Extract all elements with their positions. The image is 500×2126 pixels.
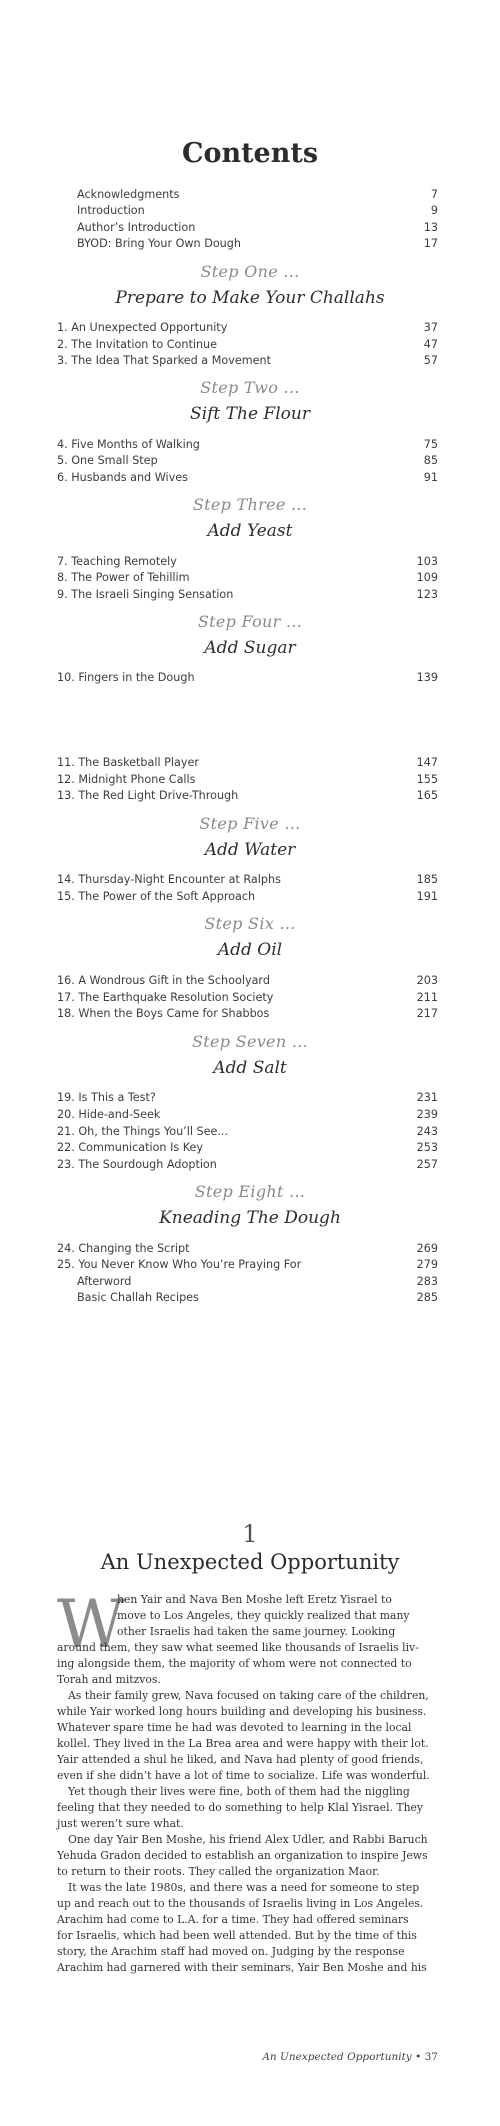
toc-entry-page: 103 (416, 555, 438, 568)
step-title: Add Sugar (204, 638, 296, 658)
toc-entry (77, 1290, 438, 1305)
step-title: Sift The Flour (190, 404, 310, 424)
body-line: while Yair worked long hours building and developing his business. (57, 1705, 427, 1718)
toc-entry-title: Afterword (77, 1275, 132, 1288)
body-line: feeling that they needed to do something to help Klal Yisrael. They (57, 1801, 424, 1814)
step-kicker: Step Six ... (204, 914, 296, 933)
step-kicker: Step One ... (200, 262, 300, 281)
toc-entry-title: 1. An Unexpected Opportunity (57, 321, 228, 334)
body-line: other Israelis had taken the same journey. Looking (117, 1625, 396, 1638)
toc-entry-title: 23. The Sourdough Adoption (57, 1158, 217, 1171)
body-line: ing alongside them, the majority of whom were not connected to (57, 1657, 412, 1670)
toc-entry-title: 12. Midnight Phone Calls (57, 773, 196, 786)
toc-entry-page: 279 (416, 1258, 438, 1271)
toc-entry-page: 91 (423, 471, 438, 484)
toc-entry-title: 11. The Basketball Player (57, 756, 199, 769)
toc-entry-page: 191 (416, 890, 438, 903)
toc-entry (57, 788, 438, 803)
step-kicker: Step Two ... (200, 378, 300, 397)
toc-entry (57, 570, 438, 585)
body-line: up and reach out to the thousands of Israelis living in Los Angeles. (57, 1897, 424, 1910)
toc-entry-title: BYOD: Bring Your Own Dough (77, 237, 241, 250)
toc-entry (77, 220, 438, 235)
toc-entry-title: Acknowledgments (77, 188, 180, 201)
toc-entry (77, 236, 438, 251)
toc-entry-title: 4. Five Months of Walking (57, 438, 200, 451)
toc-entry-title: Introduction (77, 204, 145, 217)
chapter-title: An Unexpected Opportunity (100, 1550, 400, 1574)
toc-entry-page: 269 (416, 1242, 438, 1255)
toc-entry-page: 123 (416, 588, 438, 601)
body-line: even if she didn’t have a lot of time to socialize. Life was wonderful. (57, 1769, 430, 1782)
toc-entry-title: 2. The Invitation to Continue (57, 338, 218, 351)
body-line: just weren’t sure what. (57, 1817, 184, 1830)
body-line: As their family grew, Nava focused on taking care of the children, (68, 1689, 429, 1702)
toc-entry-page: 239 (416, 1108, 438, 1121)
step-kicker: Step Seven ... (192, 1032, 308, 1051)
body-line: Torah and mitzvos. (57, 1673, 161, 1686)
step-kicker: Step Five ... (199, 814, 301, 833)
toc-entry-title: 22. Communication Is Key (57, 1141, 204, 1154)
body-line: Arachim had come to L.A. for a time. They had offered seminars (57, 1913, 409, 1926)
body-line: Yair attended a shul he liked, and Nava had plenty of good friends, (57, 1753, 424, 1766)
page-number: 37 (424, 2051, 438, 2063)
toc-entry-page: 9 (430, 204, 438, 217)
toc-entry-title: 20. Hide-and-Seek (57, 1108, 161, 1121)
toc-entry (57, 587, 438, 602)
toc-entry (57, 1090, 438, 1105)
step-title: Kneading The Dough (159, 1208, 341, 1228)
body-line: hen Yair and Nava Ben Moshe left Eretz Yisrael to (117, 1593, 392, 1606)
body-line: Arachim had garnered with their seminars, Yair Ben Moshe and his (57, 1961, 427, 1974)
step-title: Add Yeast (207, 521, 293, 541)
toc-entry-page: 17 (423, 237, 438, 250)
toc-entry (57, 1107, 438, 1122)
toc-entry (57, 1124, 438, 1139)
body-line: Whatever spare time he had was devoted to learning in the local (57, 1721, 412, 1734)
toc-entry-title: 18. When the Boys Came for Shabbos (57, 1007, 270, 1020)
toc-entry-page: 75 (423, 438, 438, 451)
toc-entry (57, 1157, 438, 1172)
toc-entry-title: 9. The Israeli Singing Sensation (57, 588, 234, 601)
toc-entry (57, 1140, 438, 1155)
body-line: around them, they saw what seemed like thousands of Israelis liv- (57, 1641, 419, 1654)
page-footer (57, 2051, 438, 2063)
toc-entry (57, 453, 438, 468)
step-title: Add Oil (217, 940, 283, 960)
toc-entry-page: 139 (416, 671, 438, 684)
toc-entry-page: 7 (430, 188, 438, 201)
toc-entry (57, 990, 438, 1005)
toc-entry (57, 1006, 438, 1021)
toc-entry (57, 872, 438, 887)
toc-entry (57, 973, 438, 988)
toc-entry-page: 57 (423, 354, 438, 367)
toc-entry-page: 185 (416, 873, 438, 886)
step-kicker: Step Three ... (192, 495, 308, 514)
toc-entry-page: 217 (416, 1007, 438, 1020)
toc-entry-title: 16. A Wondrous Gift in the Schoolyard (57, 974, 270, 987)
chapter-number: 1 (242, 1520, 258, 1548)
toc-entry (57, 889, 438, 904)
toc-entry-page: 285 (416, 1291, 438, 1304)
toc-entry (57, 353, 438, 368)
toc-entry-title: Basic Challah Recipes (77, 1291, 199, 1304)
toc-entry (57, 337, 438, 352)
toc-entry-page: 203 (416, 974, 438, 987)
step-title: Prepare to Make Your Challahs (115, 288, 385, 308)
toc-entry-page: 257 (416, 1158, 438, 1171)
toc-entry (57, 772, 438, 787)
drop-cap: W (57, 1586, 125, 1663)
toc-entry-title: 17. The Earthquake Resolution Society (57, 991, 274, 1004)
toc-entry-title: 10. Fingers in the Dough (57, 671, 195, 684)
toc-entry (57, 755, 438, 770)
toc-entry-title: 21. Oh, the Things You’ll See... (57, 1125, 229, 1138)
body-line: to return to their roots. They called the organization Maor. (57, 1865, 380, 1878)
toc-entry-page: 243 (416, 1125, 438, 1138)
toc-entry-title: 25. You Never Know Who You’re Praying For (57, 1258, 302, 1271)
toc-entry-page: 147 (416, 756, 438, 769)
toc-entry (77, 187, 438, 202)
body-line: Yet though their lives were fine, both of them had the niggling (68, 1785, 410, 1798)
toc-entry (77, 1274, 438, 1289)
step-kicker: Step Four ... (197, 612, 303, 631)
toc-entry-page: 253 (416, 1141, 438, 1154)
toc-entry-title: 19. Is This a Test? (57, 1091, 156, 1104)
body-line: move to Los Angeles, they quickly realized that many (117, 1609, 410, 1622)
toc-entry-page: 165 (416, 789, 438, 802)
toc-entry-page: 155 (416, 773, 438, 786)
toc-entry-page: 13 (423, 221, 438, 234)
body-line: One day Yair Ben Moshe, his friend Alex Udler, and Rabbi Baruch (68, 1833, 428, 1846)
toc-entry-title: 15. The Power of the Soft Approach (57, 890, 256, 903)
toc-entry-page: 109 (416, 571, 438, 584)
body-line: kollel. They lived in the La Brea area and were happy with their lot. (57, 1737, 429, 1750)
body-line: story, the Arachim staff had moved on. Judging by the response (57, 1945, 405, 1958)
toc-entry (57, 1257, 438, 1272)
toc-entry-page: 47 (423, 338, 438, 351)
toc-entry-page: 85 (423, 454, 438, 467)
step-title: Add Salt (213, 1058, 287, 1078)
toc-entry (57, 470, 438, 485)
toc-entry-title: 24. Changing the Script (57, 1242, 190, 1255)
toc-entry-page: 211 (416, 991, 438, 1004)
step-title: Add Water (204, 840, 296, 860)
footer-bullet: • (415, 2051, 422, 2063)
toc-entry (57, 670, 438, 685)
toc-entry-title: 8. The Power of Tehillim (57, 571, 190, 584)
toc-entry (57, 437, 438, 452)
toc-entry-title: 13. The Red Light Drive-Through (57, 789, 239, 802)
toc-entry (57, 1241, 438, 1256)
toc-entry-title: 5. One Small Step (57, 454, 158, 467)
toc-entry-title: 14. Thursday-Night Encounter at Ralphs (57, 873, 281, 886)
toc-entry-title: 6. Husbands and Wives (57, 471, 188, 484)
toc-entry (77, 203, 438, 218)
body-line: Yehuda Gradon decided to establish an organization to inspire Jews (57, 1849, 428, 1862)
toc-entry-title: 7. Teaching Remotely (57, 555, 177, 568)
toc-entry-page: 283 (416, 1275, 438, 1288)
body-line: for Israelis, which had been well attended. But by the time of this (57, 1929, 417, 1942)
toc-entry-title: 3. The Idea That Sparked a Movement (57, 354, 271, 367)
toc-entry (57, 320, 438, 335)
toc-entry-title: Author’s Introduction (77, 221, 196, 234)
body-line: It was the late 1980s, and there was a need for someone to step (68, 1881, 420, 1894)
toc-entry-page: 37 (423, 321, 438, 334)
page-title: Contents (181, 138, 319, 169)
step-kicker: Step Eight ... (194, 1182, 306, 1201)
toc-entry-page: 231 (416, 1091, 438, 1104)
running-title: An Unexpected Opportunity (262, 2051, 412, 2063)
toc-entry (57, 554, 438, 569)
